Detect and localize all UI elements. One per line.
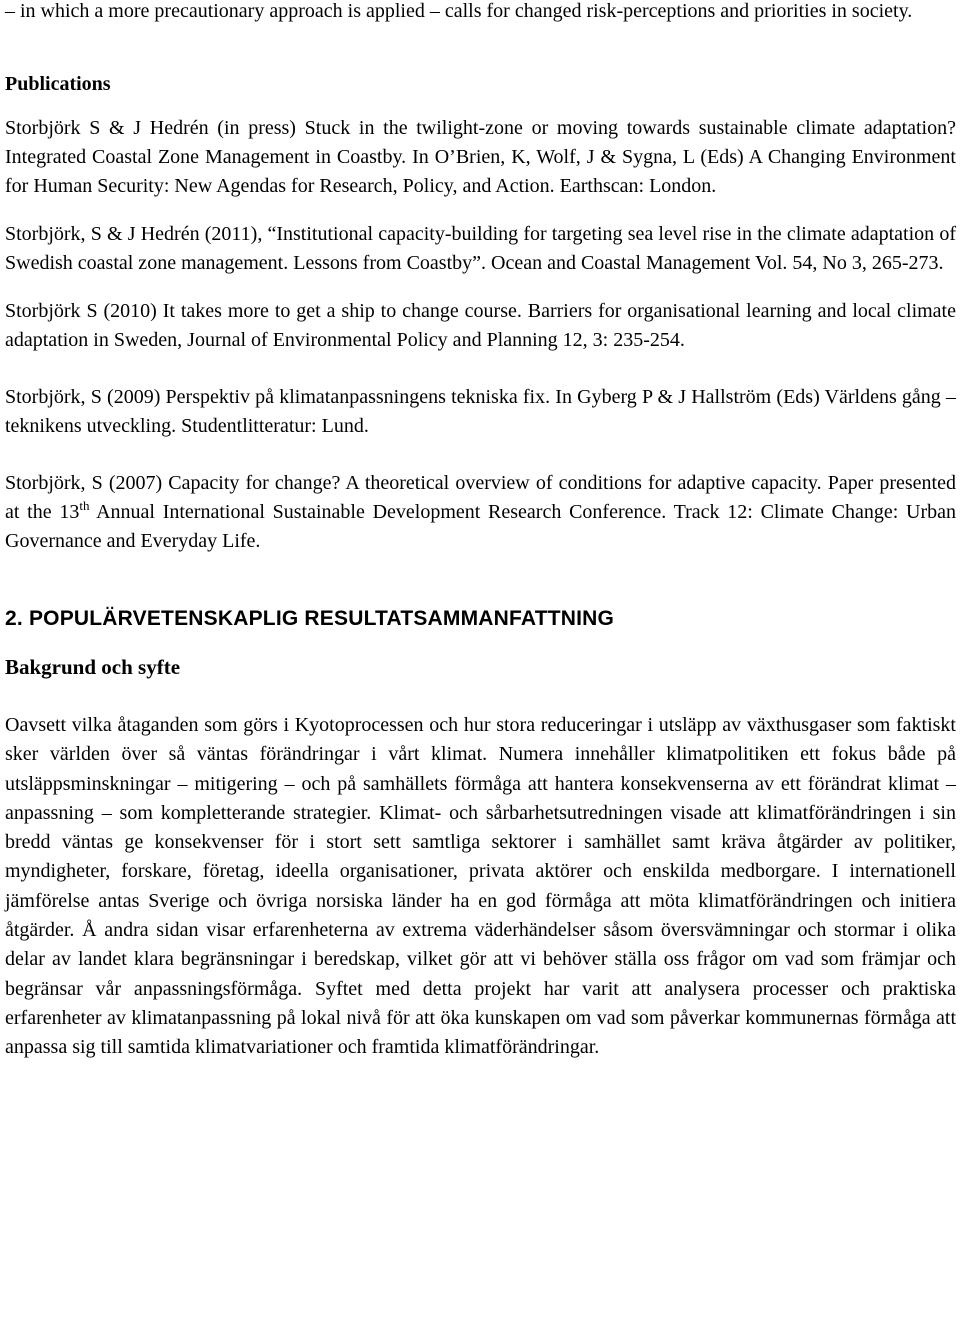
publications-heading: Publications bbox=[5, 73, 111, 95]
publication-entry: Storbjörk, S (2009) Perspektiv på klimatanpassningens tekniska fix. In Gyberg P & J Hallström (Eds) Världens gång – teknikens utveckling. Studentlitteratur: Lund. bbox=[5, 386, 956, 437]
publication-entry: Storbjörk S & J Hedrén (in press) Stuck in the twilight-zone or moving towards sustainable climate adaptation? Integrated Coastal Zone Management in Coastby. In O’Brien, K, Wolf, J & Sygna, L (Eds) A Changing Environment for Human Security: New Agendas for Research, Policy, and Action. Earthscan: London. bbox=[5, 117, 956, 197]
body-paragraph: Oavsett vilka åtaganden som görs i Kyotoprocessen och hur stora reduceringar i utsläpp av växthusgaser som faktiskt sker världen över så väntas förändringar i vårt klimat. Numera innehåller klimatpolitiken ett fokus både på utsläppsminskningar – mitigering – och på samhällets förmåga att hantera konsekvenserna av ett förändrat klimat – anpassning – som kompletterande strategier. Klimat- och sårbarhetsutredningen visade att klimatförändringen i sin bredd väntas ge konsekvenser för i stort sett samtliga sektorer i samhället samt kräva åtgärder av politiker, myndigheter, forskare, företag, ideella organisationer, privata aktörer och enskilda medborgare. I internationell jämförelse antas Sverige och övriga norsiska länder ha en god förmåga att möta klimatförändringen och initiera åtgärder. Å andra sidan visar erfarenheterna av extrema väderhändelser såsom översvämningar och stormar i olika delar av landet klara begränsningar i beredskap, vilket gör att vi behöver ställa oss frågor om vad som främjar och begränsar vår anpassningsförmåga. Syftet med detta projekt har varit att analysera processer och praktiska erfarenheter av klimatanpassning på lokal nivå för att öka kunskapen om vad som påverkar kommunernas förmåga att anpassa sig till samtida klimatvariationer och framtida klimatförändringar. bbox=[5, 714, 956, 1059]
publication-entry-last bbox=[5, 469, 956, 556]
section-heading: 2. POPULÄRVETENSKAPLIG RESULTATSAMMANFATTNING bbox=[5, 607, 615, 630]
publication-text: Annual International Sustainable Development Research Conference. Track 12: Climate Change: Urban Governance and Everyday Life. bbox=[5, 501, 956, 552]
publication-entry: Storbjörk S (2010) It takes more to get a ship to change course. Barriers for organisational learning and local climate adaptation in Sweden, Journal of Environmental Policy and Planning 12, 3: 235-254. bbox=[5, 300, 956, 351]
publication-entry: Storbjörk, S & J Hedrén (2011), “Institutional capacity-building for targeting sea level rise in the climate adaptation of Swedish coastal zone management. Lessons from Coastby”. Ocean and Coastal Management Vol. 54, No 3, 265-273. bbox=[5, 223, 956, 274]
publication-text: Storbjörk, S (2007) Capacity for change? A theoretical overview of conditions for adaptive capacity. Paper presented at the 13 bbox=[5, 472, 956, 523]
subsection-heading: Bakgrund och syfte bbox=[5, 655, 181, 679]
document-page bbox=[5, 0, 956, 1063]
intro-paragraph: – in which a more precautionary approach is applied – calls for changed risk-perceptions and priorities in society. bbox=[5, 0, 913, 22]
ordinal-superscript: th bbox=[79, 498, 90, 513]
